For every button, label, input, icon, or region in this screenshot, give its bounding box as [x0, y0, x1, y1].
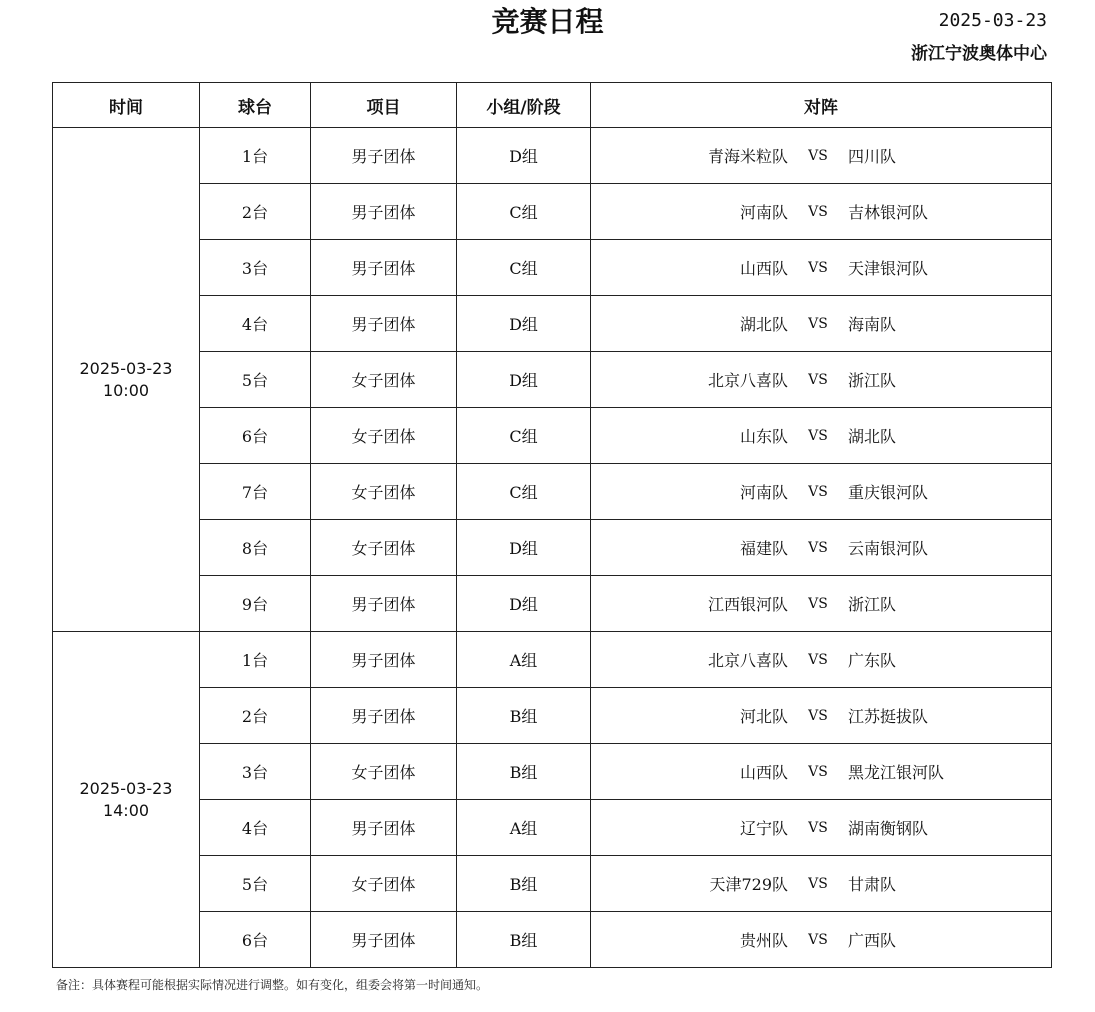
column-header-group: 小组/阶段: [457, 83, 591, 128]
matchup: [591, 648, 1051, 671]
table-number-cell: 2台: [200, 688, 311, 744]
table-row: [53, 520, 1052, 576]
table-row: [53, 184, 1052, 240]
matchup-cell: [591, 240, 1052, 296]
matchup-cell: [591, 856, 1052, 912]
column-header-event: 项目: [311, 83, 457, 128]
table-number-cell: 9台: [200, 576, 311, 632]
away-team: 云南银河队: [848, 539, 929, 558]
table-number-cell: 6台: [200, 912, 311, 968]
session-time-cell: [53, 632, 200, 968]
away-team: 吉林银河队: [848, 203, 929, 222]
matchup: [591, 312, 1051, 335]
matchup: [591, 704, 1051, 727]
table-number-cell: 6台: [200, 408, 311, 464]
group-cell: D组: [457, 128, 591, 184]
table-number-cell: 4台: [200, 296, 311, 352]
schedule-date: 2025-03-23: [938, 10, 1047, 31]
group-cell: A组: [457, 800, 591, 856]
matchup-cell: [591, 800, 1052, 856]
away-team: 湖南衡钢队: [848, 819, 929, 838]
matchup-cell: [591, 184, 1052, 240]
matchup: [591, 480, 1051, 503]
group-cell: B组: [457, 688, 591, 744]
home-team: 河南队: [739, 483, 788, 502]
home-team: 山西队: [739, 763, 788, 782]
table-row: [53, 408, 1052, 464]
table-row: [53, 856, 1052, 912]
vs-label: VS: [808, 707, 828, 724]
matchup-cell: [591, 128, 1052, 184]
matchup: [591, 928, 1051, 951]
event-cell: 男子团体: [311, 128, 457, 184]
event-cell: 女子团体: [311, 408, 457, 464]
table-number-cell: 5台: [200, 856, 311, 912]
group-cell: B组: [457, 912, 591, 968]
group-cell: A组: [457, 632, 591, 688]
session-date: 2025-03-23: [79, 778, 173, 798]
matchup: [591, 760, 1051, 783]
group-cell: C组: [457, 240, 591, 296]
matchup-cell: [591, 296, 1052, 352]
away-team: 浙江队: [848, 371, 897, 390]
table-number-cell: 4台: [200, 800, 311, 856]
event-cell: 男子团体: [311, 296, 457, 352]
away-team: 海南队: [848, 315, 897, 334]
vs-label: VS: [808, 763, 828, 780]
event-cell: 男子团体: [311, 240, 457, 296]
table-row: [53, 632, 1052, 688]
table-number-cell: 1台: [200, 128, 311, 184]
group-cell: D组: [457, 296, 591, 352]
matchup: [591, 872, 1051, 895]
away-team: 湖北队: [848, 427, 897, 446]
group-cell: C组: [457, 408, 591, 464]
matchup: [591, 144, 1051, 167]
event-cell: 女子团体: [311, 520, 457, 576]
session-date: 2025-03-23: [79, 358, 173, 378]
table-row: [53, 912, 1052, 968]
home-team: 贵州队: [739, 931, 788, 950]
vs-label: VS: [808, 931, 828, 948]
table-number-cell: 1台: [200, 632, 311, 688]
matchup: [591, 200, 1051, 223]
schedule-body: [53, 128, 1052, 968]
away-team: 广西队: [848, 931, 897, 950]
matchup-cell: [591, 520, 1052, 576]
vs-label: VS: [808, 203, 828, 220]
table-row: [53, 240, 1052, 296]
matchup: [591, 536, 1051, 559]
event-cell: 男子团体: [311, 688, 457, 744]
page-title: 竞赛日程: [491, 5, 604, 38]
group-cell: D组: [457, 352, 591, 408]
matchup: [591, 424, 1051, 447]
group-cell: D组: [457, 576, 591, 632]
home-team: 山东队: [739, 427, 788, 446]
matchup-cell: [591, 576, 1052, 632]
vs-label: VS: [808, 819, 828, 836]
table-number-cell: 3台: [200, 744, 311, 800]
event-cell: 女子团体: [311, 464, 457, 520]
home-team: 天津729队: [709, 875, 788, 894]
away-team: 浙江队: [848, 595, 897, 614]
session-time-cell: [53, 128, 200, 632]
home-team: 北京八喜队: [707, 371, 788, 390]
away-team: 广东队: [848, 651, 897, 670]
event-cell: 男子团体: [311, 576, 457, 632]
vs-label: VS: [808, 315, 828, 332]
footnote: 备注：具体赛程可能根据实际情况进行调整。如有变化，组委会将第一时间通知。: [56, 978, 489, 992]
event-cell: 女子团体: [311, 744, 457, 800]
matchup-cell: [591, 744, 1052, 800]
group-cell: D组: [457, 520, 591, 576]
home-team: 河北队: [739, 707, 788, 726]
vs-label: VS: [808, 259, 828, 276]
home-team: 河南队: [739, 203, 788, 222]
column-header-table: 球台: [200, 83, 311, 128]
table-number-cell: 7台: [200, 464, 311, 520]
matchup: [591, 256, 1051, 279]
table-number-cell: 3台: [200, 240, 311, 296]
group-cell: C组: [457, 464, 591, 520]
event-cell: 男子团体: [311, 632, 457, 688]
away-team: 四川队: [848, 147, 897, 166]
event-cell: 男子团体: [311, 912, 457, 968]
matchup: [591, 816, 1051, 839]
vs-label: VS: [808, 427, 828, 444]
home-team: 北京八喜队: [707, 651, 788, 670]
table-row: [53, 352, 1052, 408]
vs-label: VS: [808, 875, 828, 892]
home-team: 江西银河队: [707, 595, 788, 614]
schedule-table: [52, 82, 1052, 968]
table-row: [53, 744, 1052, 800]
away-team: 江苏挺拔队: [848, 707, 929, 726]
table-row: [53, 464, 1052, 520]
header-row: [53, 83, 1052, 128]
matchup: [591, 592, 1051, 615]
matchup: [591, 368, 1051, 391]
column-header-matchup: 对阵: [591, 83, 1052, 128]
away-team: 重庆银河队: [848, 483, 929, 502]
table-number-cell: 5台: [200, 352, 311, 408]
vs-label: VS: [808, 147, 828, 164]
vs-label: VS: [808, 483, 828, 500]
vs-label: VS: [808, 539, 828, 556]
column-header-time: 时间: [53, 83, 200, 128]
matchup-cell: [591, 464, 1052, 520]
away-team: 黑龙江银河队: [848, 763, 945, 782]
table-number-cell: 2台: [200, 184, 311, 240]
venue-name: 浙江宁波奥体中心: [911, 44, 1047, 64]
matchup-cell: [591, 352, 1052, 408]
group-cell: C组: [457, 184, 591, 240]
session-time: 10:00: [102, 380, 150, 400]
event-cell: 女子团体: [311, 856, 457, 912]
home-team: 湖北队: [739, 315, 788, 334]
table-row: [53, 800, 1052, 856]
matchup-cell: [591, 912, 1052, 968]
event-cell: 男子团体: [311, 184, 457, 240]
home-team: 山西队: [739, 259, 788, 278]
vs-label: VS: [808, 651, 828, 668]
home-team: 辽宁队: [739, 819, 788, 838]
matchup-cell: [591, 688, 1052, 744]
vs-label: VS: [808, 371, 828, 388]
matchup-cell: [591, 408, 1052, 464]
table-row: [53, 688, 1052, 744]
event-cell: 男子团体: [311, 800, 457, 856]
home-team: 青海米粒队: [707, 147, 788, 166]
session-time: 14:00: [102, 800, 150, 820]
table-row: [53, 296, 1052, 352]
home-team: 福建队: [739, 539, 788, 558]
vs-label: VS: [808, 595, 828, 612]
group-cell: B组: [457, 856, 591, 912]
table-row: [53, 576, 1052, 632]
table-row: [53, 128, 1052, 184]
away-team: 天津银河队: [848, 259, 929, 278]
matchup-cell: [591, 632, 1052, 688]
table-number-cell: 8台: [200, 520, 311, 576]
event-cell: 女子团体: [311, 352, 457, 408]
away-team: 甘肃队: [848, 875, 897, 894]
group-cell: B组: [457, 744, 591, 800]
